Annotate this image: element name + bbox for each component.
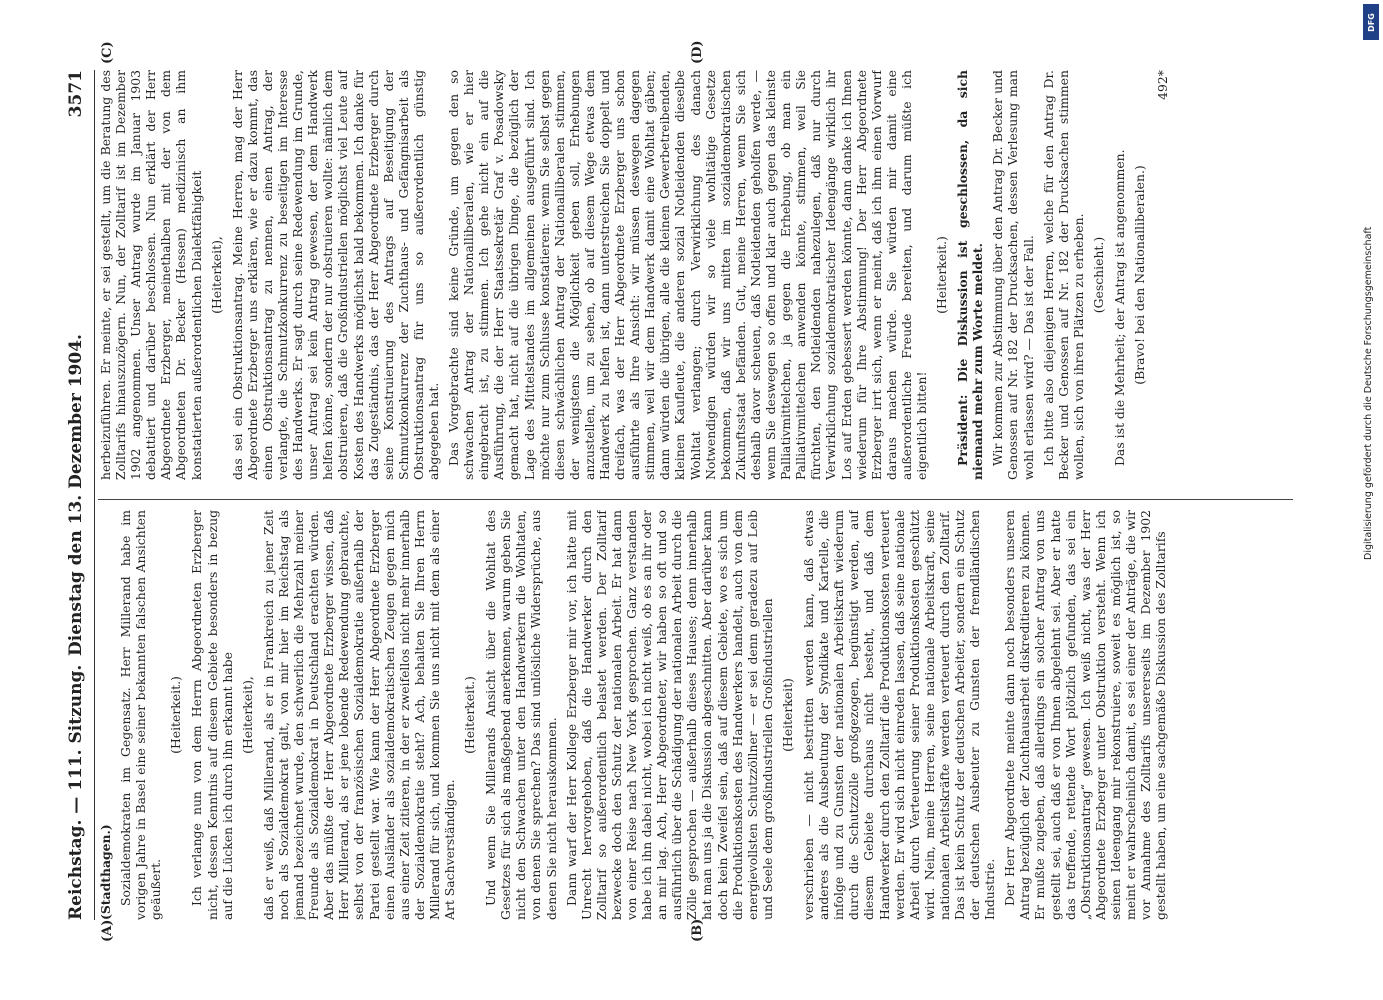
header-rule	[94, 70, 95, 920]
margin-marker-c: (C)	[100, 41, 115, 64]
paragraph: Ich bitte also diejenigen Herren, welche für den Antrag Dr. Becker und Genossen auf Nr. 182 der Drucksachen stimmen wollen, sich von ihren Plätzen zu erheben.	[1040, 70, 1086, 480]
dfg-logo: DFG	[1363, 4, 1379, 40]
paragraph: verschrieben — nicht bestritten werden kann, daß etwas anderes als die Ausbeutung der Syndikate und Kartelle, die infolge und zu Gunsten der nationalen Arbeitskraft wiederum durch die Schutzzölle großgezogen, begünstigt werden, auf diesem Gebiete durchaus nicht besteht, und daß dem Handwerker durch den Zolltarif die Produktionskosten verteuert werden. Er wird sich nicht einreden lassen, daß seine nationale Arbeit durch Verteuerung seiner Produktionskosten geschützt wird. Nein, meine Herren, seine nationale Arbeitskraft, seine nationalen Arbeitskräfte werden verteuert durch den Zolltarif. Das ist kein Schutz der deutschen Arbeiter, sondern ein Schutz der deutschen Ausbeuter zu Gunsten der fremdländischen Industrie.	[801, 510, 998, 920]
interjection: (Heiterkeit.)	[462, 676, 478, 754]
paragraph: Sozialdemokraten im Gegensatz. Herr Millerand habe im vorigen Jahre in Basel eine seiner bekannten falschen Ansichten geäußert.	[118, 510, 164, 920]
header-left: Reichstag. — 111. Sitzung.	[66, 664, 86, 920]
margin-marker-b: (B)	[690, 918, 705, 942]
interjection: (Heiterkeit.)	[168, 676, 184, 754]
interjection: (Heiterkeit),	[208, 236, 224, 314]
interjection: (Bravo! bei den Nationalliberalen.)	[1132, 165, 1148, 385]
margin-marker-d: (D)	[690, 40, 705, 64]
margin-marker-a: (A)	[100, 919, 115, 942]
paragraph: Und wenn Sie Millerands Ansicht über die Wohltat des Gesetzes für sich als maßgebend anerkennen, warum geben Sie nicht den Schwachen unter den Handwerkern die Wohltaten, von denen Sie sprechen? Das sind unlösliche Widersprüche, aus denen Sie nicht herauskommen.	[483, 510, 559, 920]
digitization-note	[1355, 0, 1383, 1000]
digitization-credit: Digitalisierung gefördert durch die Deutsche Forschungsgemeinschaft	[1363, 226, 1374, 560]
interjection: (Heiterkeit)	[779, 678, 795, 752]
interjection: (Heiterkeit),	[239, 676, 255, 754]
header-date: Dienstag den 13. Dezember 1904.	[66, 334, 86, 656]
paragraph: Wir kommen zur Abstimmung über den Antrag Dr. Becker und Genossen auf Nr. 182 der Drucksachen, dessen Verlesung man wohl erlassen wird? — Das ist der Fall.	[990, 70, 1036, 480]
speaker-name: (Stadthagen.)	[98, 824, 113, 920]
right-column	[98, 70, 1293, 480]
signature-mark: 492*	[1155, 70, 1171, 100]
interjection: (Heiterkeit.)	[934, 236, 950, 314]
paragraph: das sei ein Obstruktionsantrag. Meine Herren, mag der Herr Abgeordnete Erzberger uns erklären, wie er dazu kommt, das einen Obstruktionsantrag zu nennen, einen Antrag, der verlangte, die Schmutzkonkurrenz zu beseitigen im Interesse des Handwerks. Er sagt durch seine Redewendung im Grunde, unser Antrag sei kein Antrag gewesen, der dem Handwerk helfen könne, sondern der nur obstruieren wollte: nämlich dem obstruieren, daß die Großindustriellen möglichst viel Leute auf Kosten des Handwerks möglichst bald bekommen. Ich danke für das Zugeständnis, das der Herr Abgeordnete Erzberger durch seine Konstruierung des Antrags auf Beseitigung der Schmutzkonkurrenz der Zuchthaus- und Gefängnisarbeit als Obstruktionsantrag für uns so außerordentlich günstig abgegeben hat.	[229, 70, 441, 480]
paragraph: Das ist die Mehrheit; der Antrag ist angenommen.	[1112, 149, 1127, 466]
paragraph: Ich verlange nun von dem Herrn Abgeordneten Erzberger nicht, dessen Kenntnis auf diesem Gebiete besonders in bezug auf die Lücken ich durch ihn erkannt habe	[189, 510, 235, 920]
president-statement: Präsident: Die Diskussion ist geschlossen, da sich niemand mehr zum Worte meldet.	[955, 70, 986, 480]
paragraph: daß er weiß, daß Millerand, als er in Frankreich zu jener Zeit noch als Sozialdemokrat galt, von mir hier im Reichstag als jemand bezeichnet wurde, den schwerlich die Mehrzahl meiner Freunde als Sozialdemokrat in Deutschland erachten würden. Aber das müßte der Herr Abgeordnete Erzberger wissen, daß Herr Millerand, als er jene lobende Redewendung gebrauchte, selbst von der französischen Sozialdemokratie außerhalb der Partei gestellt war. Wie kann der Herr Abgeordnete Erzberger einen Ausländer als sozialdemokratischen Zeugen gegen mich aus einer Zeit zitieren, in der er zweifellos nicht mehr innerhalb der Sozialdemokratie steht? Ach, behalten Sie Ihren Herrn Millerand für sich, und kommen Sie uns nicht mit dem als einer Art Sachverständigen.	[260, 510, 457, 920]
page-header	[66, 70, 94, 920]
paragraph: Dann warf der Herr Kollege Erzberger mir vor, ich hätte mit Unrecht hervorgehoben, daß die Handwerker durch den Zolltarif so außerordentlich belastet werden. Der Zolltarif bezwecke doch den Schutz der nationalen Arbeit. Er hat dann von einer Reise nach New York gesprochen. Ganz verstanden habe ich ihn dabei nicht, wobei ich nicht weiß, ob es an ihr oder an mir lag. Ach, Herr Abgeordneter, wir haben so oft und so ausführlich über die Schädigung der nationalen Arbeit durch die Zölle gesprochen — außerhalb dieses Hauses; denn innerhalb hat man uns ja die Diskussion abgeschnitten. Aber darüber kann doch kein Zweifel sein, daß auf diesem Gebiete, wo es sich um die Produktionskosten des Handwerkers handelt, auch von dem energievollsten Schutzzöllner — er sei denn geradezu auf Leib und Seele dem großindustriellen Großindustriellen	[563, 510, 775, 920]
left-column	[98, 510, 1293, 920]
page-number: 3571	[66, 70, 86, 118]
paragraph: Der Herr Abgeordnete meinte dann noch besonders unseren Antrag bezüglich der Zuchthausarbeit diskreditieren zu können. Er mußte zugeben, daß allerdings ein solcher Antrag von uns gestellt sei, auch daß er von Ihnen abgelehnt sei. Aber er hatte das treffende, rettende Wort plötzlich gefunden, das sei ein „Obstruktionsantrag“ gewesen. Ich weiß nicht, was der Herr Abgeordnete Erzberger unter Obstruktion versteht. Wenn ich seinen Ideengang mir rekonstruiere, soweit es möglich ist, so meint er wahrscheinlich damit, es sei einer der Anträge, die wir vor Annahme des Zolltarifs unsererseits im Dezember 1902 gestellt haben, um eine sachgemäße Diskussion des Zolltarifs	[1002, 510, 1169, 920]
interjection: (Geschieht.)	[1090, 236, 1106, 314]
column-divider	[98, 499, 1293, 500]
paragraph: herbeizuführen. Er meinte, er sei gestellt, um die Beratung des Zolltarifs hinauszuzögern. Nun, der Zolltarif ist im Dezember 1902 angenommen. Unser Antrag wurde im Januar 1903 debattiert und darüber beschlossen. Nun erklärt der Herr Abgeordnete Erzberger, meinethalben mit der von dem Abgeordneten Dr. Becker (Hessen) medizinisch an ihm konstatierten außerordentlichen Dialektfähigkeit	[98, 70, 204, 480]
paragraph: Das Vorgebrachte sind keine Gründe, um gegen den so schwachen Antrag der Nationalliberalen, wie er hier eingebracht ist, zu stimmen. Ich gehe nicht ein auf die Ausführung, die der Herr Staatssekretär Graf v. Posadowsky gemacht hat, nicht auf die übrigen Dinge, die bezüglich der Lage des Mittelstandes im allgemeinen ausgeführt sind. Ich möchte nur zum Schlusse konstatieren: wenn Sie selbst gegen diesen schwächlichen Antrag der Nationalliberalen stimmen, der wenigstens die Möglichkeit geben soll, Erhebungen anzustellen, um zu sehen, ob auf diesem Wege etwas dem Handwerk zu helfen ist, dann unterstreichen Sie doppelt und dreifach, was der Herr Abgeordnete Erzberger uns schon ausführte als Ihre Ansicht: wir müssen deswegen dagegen stimmen, weil wir dem Handwerk damit eine Wohltat gäben; dann würden die übrigen, alle die kleinen Gewerbetreibenden, kleinen Kaufleute, die anderen sozial Notleidenden dieselbe Wohltat verlangen; durch Verwirklichung des danach Notwendigen würden wir so viele wohltätige Gesetze bekommen, daß wir uns mitten im sozialdemokratischen Zukunftsstaat befänden. Gut, meine Herren, wenn Sie sich deshalb davor scheuen, daß Notleidenden geholfen werde, — wenn Sie deswegen so offen und klar auch gegen das kleinste Palliativmittelchen, ja gegen die Erhebung, ob man ein Palliativmittelchen anwenden könnte, stimmen, weil Sie fürchten, den Notleidenden nahezulegen, daß nur durch Verwirklichung sozialdemokratischer Ideengänge wirklich ihr Los auf Erden gebessert werden könnte, dann danke ich Ihnen wiederum für Ihre Abstimmung! Der Herr Abgeordnete Erzberger irrt sich, wenn er meint, daß ich ihm einen Vorwurf daraus machen würde. Sie würden mir damit eine außerordentliche Freude bereiten, und darum müßte ich eigentlich bitten!	[446, 70, 929, 480]
